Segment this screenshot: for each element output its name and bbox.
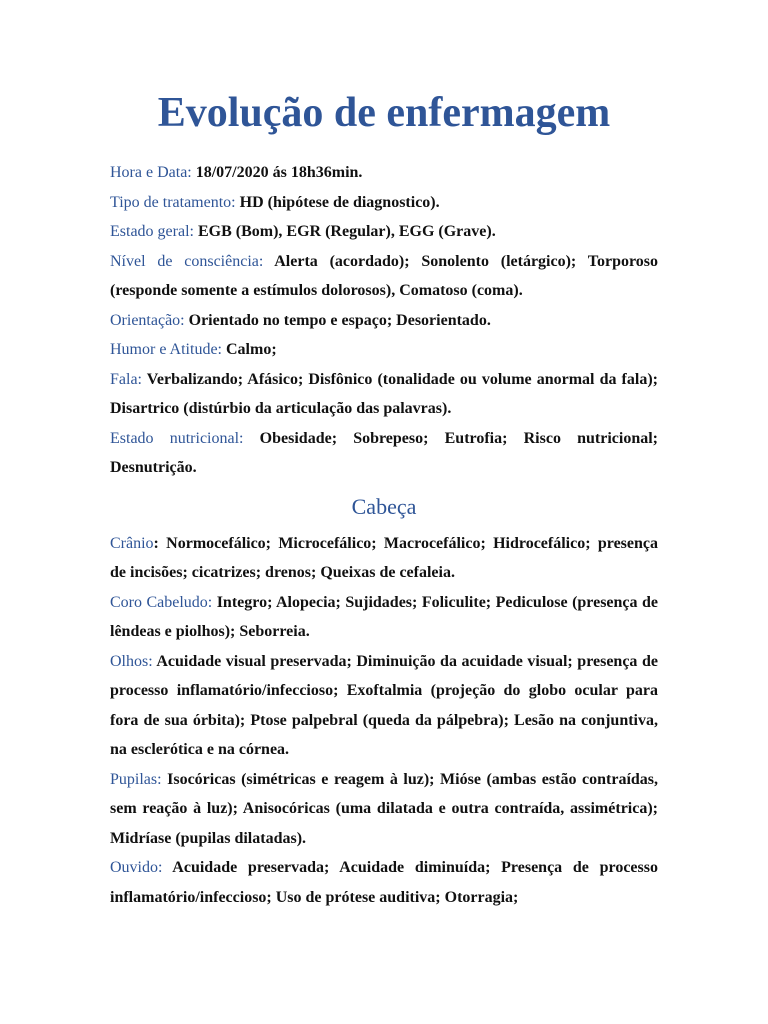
section-heading-cabeca: Cabeça [351, 493, 417, 519]
field-value: Integro; Alopecia; Sujidades; Foliculite; Pediculose (presença de lêndeas e piolhos); Seborreia. [110, 593, 658, 640]
field-value: Acuidade visual preservada; Diminuição da acuidade visual; presença de processo inflamatório/infeccioso; Exoftalmia (projeção do globo ocular para fora de sua órbita); Ptose palpebral (queda da pálpebra); Lesão na conjuntiva, na esclerótica e na córnea. [110, 652, 658, 758]
field-orientacao [110, 306, 658, 336]
field-value: Calmo; [225, 341, 277, 358]
field-label: Estado nutricional: [110, 429, 244, 447]
field-value: Verbalizando; Afásico; Disfônico (tonalidade ou volume anormal da fala); Disartrico (distúrbio da articulação das palavras). [110, 370, 658, 417]
field-hora-data [110, 158, 658, 188]
field-label: Nível de consciência: [110, 252, 264, 270]
document-title: Evolução de enfermagem [157, 90, 611, 136]
field-label: Estado geral: [110, 223, 194, 240]
document-page [110, 78, 658, 912]
field-label: Olhos: [110, 652, 153, 670]
field-cranio [110, 529, 658, 588]
field-value: Alerta (acordado); Sonolento (letárgico); Torporoso (responde somente a estímulos dolorosos), Comatoso (coma). [110, 252, 659, 299]
field-tipo-tratamento [110, 188, 658, 218]
field-coro-cabeludo [110, 588, 658, 647]
field-label: Tipo de tratamento: [110, 193, 236, 211]
field-humor-atitude [110, 335, 658, 365]
field-value: Orientado no tempo e espaço; Desorientado. [188, 311, 491, 329]
field-value: : Normocefálico; Microcefálico; Macrocefálico; Hidrocefálico; presença de incisões; cicatrizes; drenos; Queixas de cefaleia. [110, 534, 658, 581]
field-value: Acuidade preservada; Acuidade diminuída; Presença de processo inflamatório/infeccioso; Uso de prótese auditiva; Otorragia; [110, 859, 658, 906]
field-nivel-consciencia [110, 247, 658, 306]
field-label: Orientação: [110, 311, 185, 329]
field-label: Ouvido: [110, 859, 163, 876]
field-value: Obesidade; Sobrepeso; Eutrofia; Risco nutricional; Desnutrição. [110, 429, 659, 476]
field-label: Pupilas: [110, 770, 162, 788]
field-label: Humor e Atitude: [110, 341, 222, 358]
field-label: Coro Cabeludo: [110, 593, 213, 611]
field-value: EGB (Bom), EGR (Regular), EGG (Grave). [197, 223, 496, 240]
field-label: Hora e Data: [110, 164, 192, 181]
field-value: HD (hipótese de diagnostico). [239, 193, 440, 211]
field-estado-nutricional [110, 424, 658, 483]
field-pupilas [110, 765, 658, 854]
field-fala [110, 365, 658, 424]
field-label: Fala: [110, 370, 142, 388]
field-label: Crânio [110, 534, 154, 552]
field-value: Isocóricas (simétricas e reagem à luz); Mióse (ambas estão contraídas, sem reação à luz); Anisocóricas (uma dilatada e outra contraída, assimétrica); Midríase (pupilas dilatadas). [110, 770, 659, 847]
field-ouvido [110, 853, 658, 912]
field-estado-geral [110, 217, 658, 247]
field-olhos [110, 647, 658, 765]
field-value: 18/07/2020 ás 18h36min. [195, 164, 363, 181]
